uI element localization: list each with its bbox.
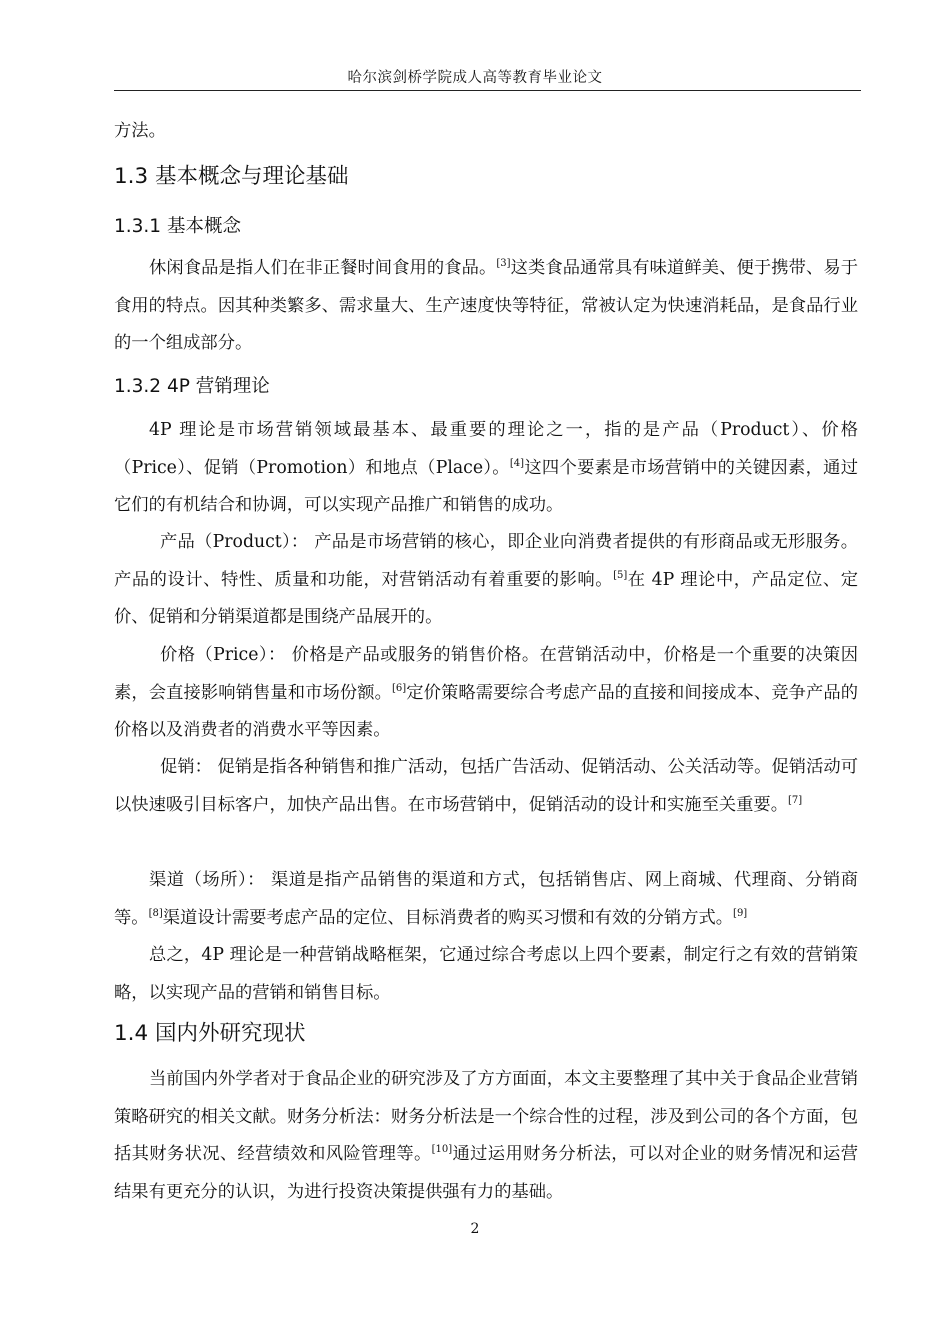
paragraph-promotion: 促销： 促销是指各种销售和推广活动，包括广告活动、促销活动、公关活动等。促销活动可以快速吸引目标客户，加快产品出售。在市场营销中，促销活动的设计和实施至关重要。[7] [114,757,858,815]
paragraph-product: 产品（Product）： 产品是市场营销的核心，即企业向消费者提供的有形商品或无形服务。产品的设计、特性、质量和功能，对营销活动有着重要的影响。[5]在 4P 理论中，产品定位、定价、促销和分销渠道都是围绕产品展开的。 [114,532,858,627]
section-heading-1-4: 1.4 国内外研究现状 [114,1021,306,1046]
citation-7: [7] [787,794,803,806]
citation-10: [10] [431,1144,453,1155]
citation-8: [8] [148,907,163,919]
header-rule [114,90,861,91]
section-heading-1-3-2: 1.3.2 4P 营销理论 [114,376,270,397]
citation-6: [6] [392,682,407,694]
lead-line: 方法。 [114,121,166,141]
paragraph-channel: 渠道（场所）： 渠道是指产品销售的渠道和方式，包括销售店、网上商城、代理商、分销商等。[8]渠道设计需要考虑产品的定位、目标消费者的购买习惯和有效的分销方式。[9] [114,870,858,928]
page-number: 2 [470,1221,480,1237]
paragraph-summary: 总之，4P 理论是一种营销战略框架，它通过综合考虑以上四个要素，制定行之有效的营销策略，以实现产品的营销和销售目标。 [114,945,858,1003]
paragraph-leisure-food: 休闲食品是指人们在非正餐时间食用的食品。[3]这类食品通常具有味道鲜美、便于携带、易于食用的特点。因其种类繁多、需求量大、生产速度快等特征，常被认定为快速消耗品，是食品行业的一个组成部分。 [114,258,858,353]
citation-5: [5] [613,569,628,581]
paragraph-4p-intro: 4P 理论是市场营销领域最基本、最重要的理论之一，指的是产品（Product）、价格（Price）、促销（Promotion）和地点（Place）。[4]这四个要素是市场营销中的关键因素，通过它们的有机结合和协调，可以实现产品推广和销售的成功。 [114,420,858,515]
section-heading-1-3-1: 1.3.1 基本概念 [114,216,241,237]
running-header: 哈尔滨剑桥学院成人高等教育毕业论文 [347,70,603,86]
paragraph-research-status: 当前国内外学者对于食品企业的研究涉及了方方面面，本文主要整理了其中关于食品企业营销策略研究的相关文献。财务分析法：财务分析法是一个综合性的过程，涉及到公司的各个方面，包括其财务状况、经营绩效和风险管理等。[10]通过运用财务分析法，可以对企业的财务情况和运营结果有更充分的认识，为进行投资决策提供强有力的基础。 [114,1069,858,1202]
paragraph-price: 价格（Price）： 价格是产品或服务的销售价格。在营销活动中，价格是一个重要的决策因素，会直接影响销售量和市场份额。[6]定价策略需要综合考虑产品的直接和间接成本、竞争产品的价格以及消费者的消费水平等因素。 [114,645,858,740]
section-heading-1-3: 1.3 基本概念与理论基础 [114,164,349,189]
citation-3: [3] [496,258,511,269]
citation-4: [4] [509,457,525,469]
citation-9: [9] [733,907,748,919]
